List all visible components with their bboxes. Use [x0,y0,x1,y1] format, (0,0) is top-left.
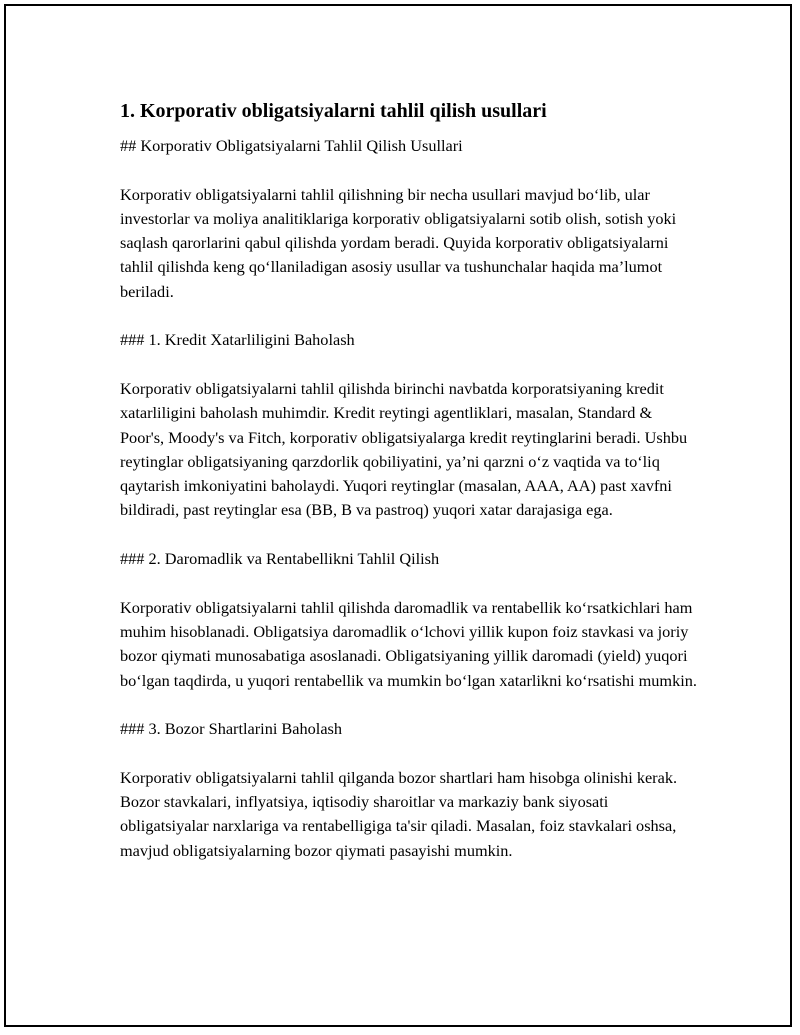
paragraph-gap [120,353,700,377]
paragraph-gap [120,304,700,328]
paragraph-gap [120,523,700,547]
paragraph-gap [120,158,700,182]
section-heading-3: ### 3. Bozor Shartlarini Baholash [120,719,343,739]
section-heading-2: ### 2. Daromadlik va Rentabellikni Tahlil Qilish [120,549,440,569]
document-title: 1. Korporativ obligatsiyalarni tahlil qilish usullari [120,100,547,122]
section-heading-1: ### 1. Kredit Xatarliligini Baholash [120,330,355,350]
intro-paragraph: Korporativ obligatsiyalarni tahlil qilishning bir necha usullari mavjud bo‘lib, ular investorlar va moliya analitiklariga korporativ obligatsiyalarni sotib olish, sotish yoki saqlash qarorlarini qabul qilishda yordam beradi. Quyida korporativ obligatsiyalarni tahlil qilishda keng qo‘llaniladigan asosiy usullar va tushunchalar haqida ma’lumot beriladi. [120,184,677,301]
section-body-2: Korporativ obligatsiyalarni tahlil qilishda daromadlik va rentabellik ko‘rsatkichlari ham muhim hisoblanadi. Obligatsiya daromadlik o‘lchovi yillik kupon foiz stavkasi va joriy bozor qiymati munosabatiga asoslanadi. Obligatsiyaning yillik daromadi (yield) yuqori bo‘lgan taqdirda, u yuqori rentabellik va mumkin bo‘lgan xatarlikni ko‘rsatishi mumkin. [120,597,697,690]
section-heading-main: ## Korporativ Obligatsiyalarni Tahlil Qilish Usullari [120,136,463,155]
section-body-3: Korporativ obligatsiyalarni tahlil qilganda bozor shartlari ham hisobga olinishi kerak. Bozor stavkalari, inflyatsiya, iqtisodiy sharoitlar va markaziy bank siyosati obligatsiyalar narxlariga va rentabelligiga ta'sir qiladi. Masalan, foiz stavkalari oshsa, mavjud obligatsiyalarning bozor qiymati pasayishi mumkin. [120,767,678,860]
section-body-1: Korporativ obligatsiyalarni tahlil qilishda birinchi navbatda korporatsiyaning kredit xatarliligini baholash muhimdir. Kredit reytingi agentliklari, masalan, Standard & Poor's, Moody's va Fitch, korporativ obligatsiyalarga kredit reytinglarini beradi. Ushbu reytinglar obligatsiyaning qarzdorlik qobiliyatini, ya’ni qarzni o‘z vaqtida va to‘liq qaytarish imkoniyatini baholaydi. Yuqori reytinglar (masalan, AAA, AA) past xavfni bildiradi, past reytinglar esa (BB, B va pastroq) yuqori xatar darajasiga ega. [120,378,688,520]
page-frame [4,4,792,1027]
document-content [120,98,700,863]
paragraph-gap [120,571,700,595]
paragraph-gap [120,693,700,717]
paragraph-gap [120,741,700,765]
